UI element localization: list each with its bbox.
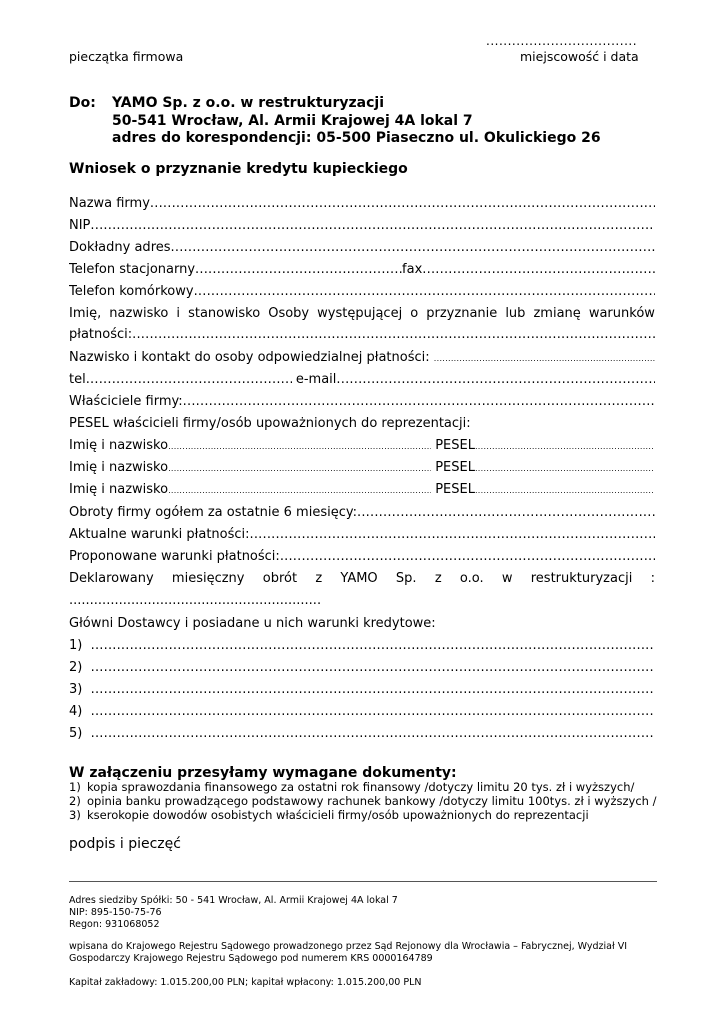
applicant-label: płatności: (69, 327, 133, 342)
supplier-number: 2) (69, 660, 83, 675)
supplier-row-5[interactable] (69, 726, 655, 742)
email-label: e-mail (295, 372, 337, 387)
attachment-item: 1) kopia sprawozdania finansowego za ostatni rok finansowy /dotyczy limitu 20 tys. zł i wyższych/ (69, 780, 635, 794)
landline-fax-field[interactable] (69, 262, 655, 278)
recipient-line-3: adres do korespondencji: 05-500 Piaseczno ul. Okulickiego 26 (112, 130, 601, 146)
current-terms-field[interactable] (69, 527, 655, 543)
owner-name-label: Imię i nazwisko (69, 438, 169, 453)
supplier-row-1[interactable] (69, 638, 655, 654)
current-terms-label: Aktualne warunki płatności: (69, 527, 250, 542)
company-stamp-label: pieczątka firmowa (69, 49, 184, 64)
footer-regon: Regon: 931068052 (69, 919, 160, 930)
declared-turnover-label: Deklarowany miesięczny obrót z YAMO Sp. z o.o. w restrukturyzacji : (69, 571, 655, 586)
fax-label: fax (402, 262, 423, 277)
suppliers-header: Główni Dostawcy i posiadane u nich warunki kredytowe: (69, 616, 436, 631)
footer-krs-line-1: wpisana do Krajowego Rejestru Sądowego prowadzonego przez Sąd Rejonowy dla Wrocławia – Fabrycznej, Wydział VI (69, 941, 628, 952)
supplier-row-3[interactable] (69, 682, 655, 698)
supplier-row-2[interactable] (69, 660, 655, 676)
supplier-number: 5) (69, 726, 83, 741)
supplier-number: 1) (69, 638, 83, 653)
footer-seat: Adres siedziby Spółki: 50 - 541 Wrocław, Al. Armii Krajowej 4A lokal 7 (69, 895, 398, 906)
proposed-terms-label: Proponowane warunki płatności: (69, 549, 280, 564)
supplier-number: 4) (69, 704, 83, 719)
recipient-address (69, 95, 601, 148)
owners-field[interactable] (69, 394, 655, 410)
supplier-row-4[interactable] (69, 704, 655, 720)
payment-contact-label: Nazwisko i kontakt do osoby odpowiedzialnej płatności: (69, 350, 430, 365)
owner-name-label: Imię i nazwisko (69, 482, 169, 497)
pesel-label: PESEL (435, 438, 475, 453)
address-field[interactable] (69, 240, 655, 256)
nip-field[interactable] (69, 218, 655, 234)
pesel-header: PESEL właścicieli firmy/osób upoważnionych do reprezentacji: (69, 416, 471, 431)
nip-label: NIP (69, 218, 91, 233)
owners-label: Właściciele firmy: (69, 394, 183, 409)
recipient-line-1: YAMO Sp. z o.o. w restrukturyzacji (112, 95, 385, 111)
signature-label: podpis i pieczęć (69, 836, 181, 852)
footer-divider (69, 881, 657, 882)
landline-label: Telefon stacjonarny (69, 262, 196, 277)
company-name-field[interactable] (69, 196, 655, 212)
form-title: Wniosek o przyznanie kredytu kupieckiego (69, 161, 408, 177)
attachment-item: 3) kserokopie dowodów osobistych właścicieli firmy/osób upoważnionych do reprezentacji (69, 808, 589, 822)
attachment-item: 2) opinia banku prowadzącego podstawowy rachunek bankowy /dotyczy limitu 100tys. zł i wyższych / (69, 794, 657, 808)
tel-email-field[interactable] (69, 372, 655, 388)
footer-capital: Kapitał zakładowy: 1.015.200,00 PLN; kapitał wpłacony: 1.015.200,00 PLN (69, 977, 422, 988)
applicant-field[interactable] (69, 327, 655, 343)
footer-nip: NIP: 895-150-75-76 (69, 907, 162, 918)
payment-contact-field[interactable] (69, 350, 655, 367)
company-name-label: Nazwa firmy (69, 196, 150, 211)
applicant-line-1: Imię, nazwisko i stanowisko Osoby występującej o przyznanie lub zmianę warunków (69, 306, 655, 321)
owner-row-2[interactable] (69, 460, 655, 477)
recipient-line-2: 50-541 Wrocław, Al. Armii Krajowej 4A lokal 7 (112, 112, 473, 129)
tel-label: tel (69, 372, 86, 387)
pesel-label: PESEL (435, 482, 475, 497)
attachments-title: W załączeniu przesyłamy wymagane dokumenty: (69, 765, 457, 781)
proposed-terms-field[interactable] (69, 549, 655, 565)
owner-row-1[interactable] (69, 438, 655, 455)
supplier-number: 3) (69, 682, 83, 697)
place-date-label: miejscowość i data (520, 49, 639, 64)
to-label: Do: (69, 95, 96, 111)
footer-krs-line-2: Gospodarczy Krajowego Rejestru Sądowego pod numerem KRS 0000164789 (69, 953, 433, 964)
date-dots: ................................... (486, 34, 638, 48)
address-label: Dokładny adres (69, 240, 171, 255)
mobile-field[interactable] (69, 284, 655, 300)
declared-turnover-field[interactable]: ............................................................. (69, 593, 322, 608)
attachments-list (69, 780, 656, 822)
turnover-label: Obroty firmy ogółem za ostatnie 6 miesięcy: (69, 505, 357, 520)
mobile-label: Telefon komórkowy (69, 284, 194, 299)
pesel-label: PESEL (435, 460, 475, 475)
owner-row-3[interactable] (69, 482, 655, 499)
owner-name-label: Imię i nazwisko (69, 460, 169, 475)
turnover-field[interactable] (69, 505, 655, 521)
